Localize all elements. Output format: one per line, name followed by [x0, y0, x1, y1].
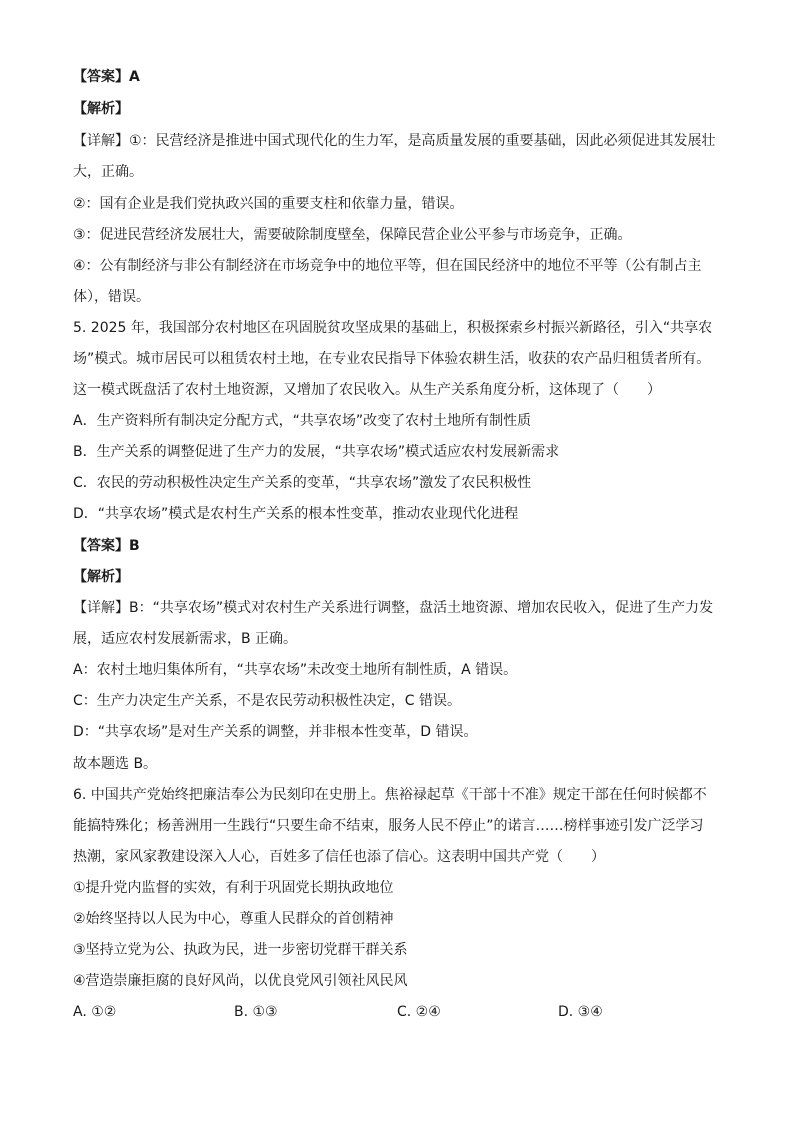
- q4-analysis-heading: 【解析】: [73, 101, 129, 117]
- q6-stem-line-2: 能搞特殊化；杨善洲用一生践行“只要生命不结束，服务人民不停止”的诺言……榜样事迹引发广泛学习: [73, 818, 704, 834]
- q5-option-c: C．农民的劳动积极性决定生产关系的变革，“共享农场”激发了农民积极性: [73, 475, 532, 491]
- q5-stem-line-1: 5. 2025 年，我国部分农村地区在巩固脱贫攻坚成果的基础上，积极探索乡村振兴新路径，引入“共享农: [73, 320, 713, 336]
- q4-answer: 【答案】A: [73, 69, 140, 85]
- q6-stem-line-1: 6. 中国共产党始终把廉洁奉公为民刻印在史册上。焦裕禄起草《干部十不准》规定干部在任何时候都不: [73, 787, 707, 803]
- q5-detail-line-3: A：农村土地归集体所有，“共享农场”未改变土地所有制性质，A 错误。: [73, 662, 518, 678]
- q4-detail-line-6: 体），错误。: [73, 289, 150, 305]
- q5-detail-line-1: 【详解】B：“共享农场”模式对农村生产关系进行调整，盘活土地资源、增加农民收入，促进了生产力发: [73, 600, 714, 616]
- q5-option-b: B．生产关系的调整促进了生产力的发展，“共享农场”模式适应农村发展新需求: [73, 444, 560, 460]
- q6-item-4: ④营造崇廉拒腐的良好风尚，以优良党风引领社风民风: [73, 973, 408, 989]
- q5-option-d: D．“共享农场”模式是农村生产关系的根本性变革，推动农业现代化进程: [73, 506, 519, 522]
- q6-option-a: A. ①②: [73, 1004, 117, 1020]
- q6-option-b: B. ①③: [234, 1004, 278, 1020]
- q5-detail-line-5: D：“共享农场”是对生产关系的调整，并非根本性变革，D 错误。: [73, 724, 478, 740]
- q4-detail-line-3: ②：国有企业是我们党执政兴国的重要支柱和依靠力量，错误。: [73, 196, 464, 212]
- q4-detail-line-2: 大，正确。: [73, 164, 143, 180]
- q6-stem-line-3: 热潮，家风家教建设深入人心，百姓多了信任也添了信心。这表明中国共产党（ ）: [73, 849, 605, 865]
- q6-item-1: ①提升党内监督的实效，有利于巩固党长期执政地位: [73, 880, 394, 896]
- q6-item-2: ②始终坚持以人民为中心，尊重人民群众的首创精神: [73, 911, 394, 927]
- q5-analysis-heading: 【解析】: [73, 569, 129, 585]
- q5-detail-line-2: 展，适应农村发展新需求，B 正确。: [73, 631, 298, 647]
- q6-item-3: ③坚持立党为公、执政为民，进一步密切党群干群关系: [73, 942, 408, 958]
- q6-option-d: D. ③④: [558, 1004, 603, 1020]
- q5-stem-line-2: 场”模式。城市居民可以租赁农村土地，在专业农民指导下体验农耕生活，收获的农产品归租赁者所有。: [73, 351, 711, 367]
- q4-detail-line-4: ③：促进民营经济发展壮大，需要破除制度壁垒，保障民营企业公平参与市场竞争，正确。: [73, 227, 632, 243]
- q5-stem-line-3: 这一模式既盘活了农村土地资源，又增加了农民收入。从生产关系角度分析，这体现了（ ）: [73, 382, 661, 398]
- q5-detail-line-6: 故本题选 B。: [73, 756, 158, 772]
- q5-answer: 【答案】B: [73, 538, 140, 554]
- q5-detail-line-4: C：生产力决定生产关系，不是农民劳动积极性决定，C 错误。: [73, 693, 461, 709]
- q4-detail-line-5: ④：公有制经济与非公有制经济在市场竞争中的地位平等，但在国民经济中的地位不平等（公有制占主: [73, 258, 702, 274]
- q5-option-a: A．生产资料所有制决定分配方式，“共享农场”改变了农村土地所有制性质: [73, 413, 532, 429]
- q6-option-c: C. ②④: [397, 1004, 441, 1020]
- q4-detail-line-1: 【详解】①：民营经济是推进中国式现代化的生力军，是高质量发展的重要基础，因此必须促进其发展壮: [73, 133, 716, 149]
